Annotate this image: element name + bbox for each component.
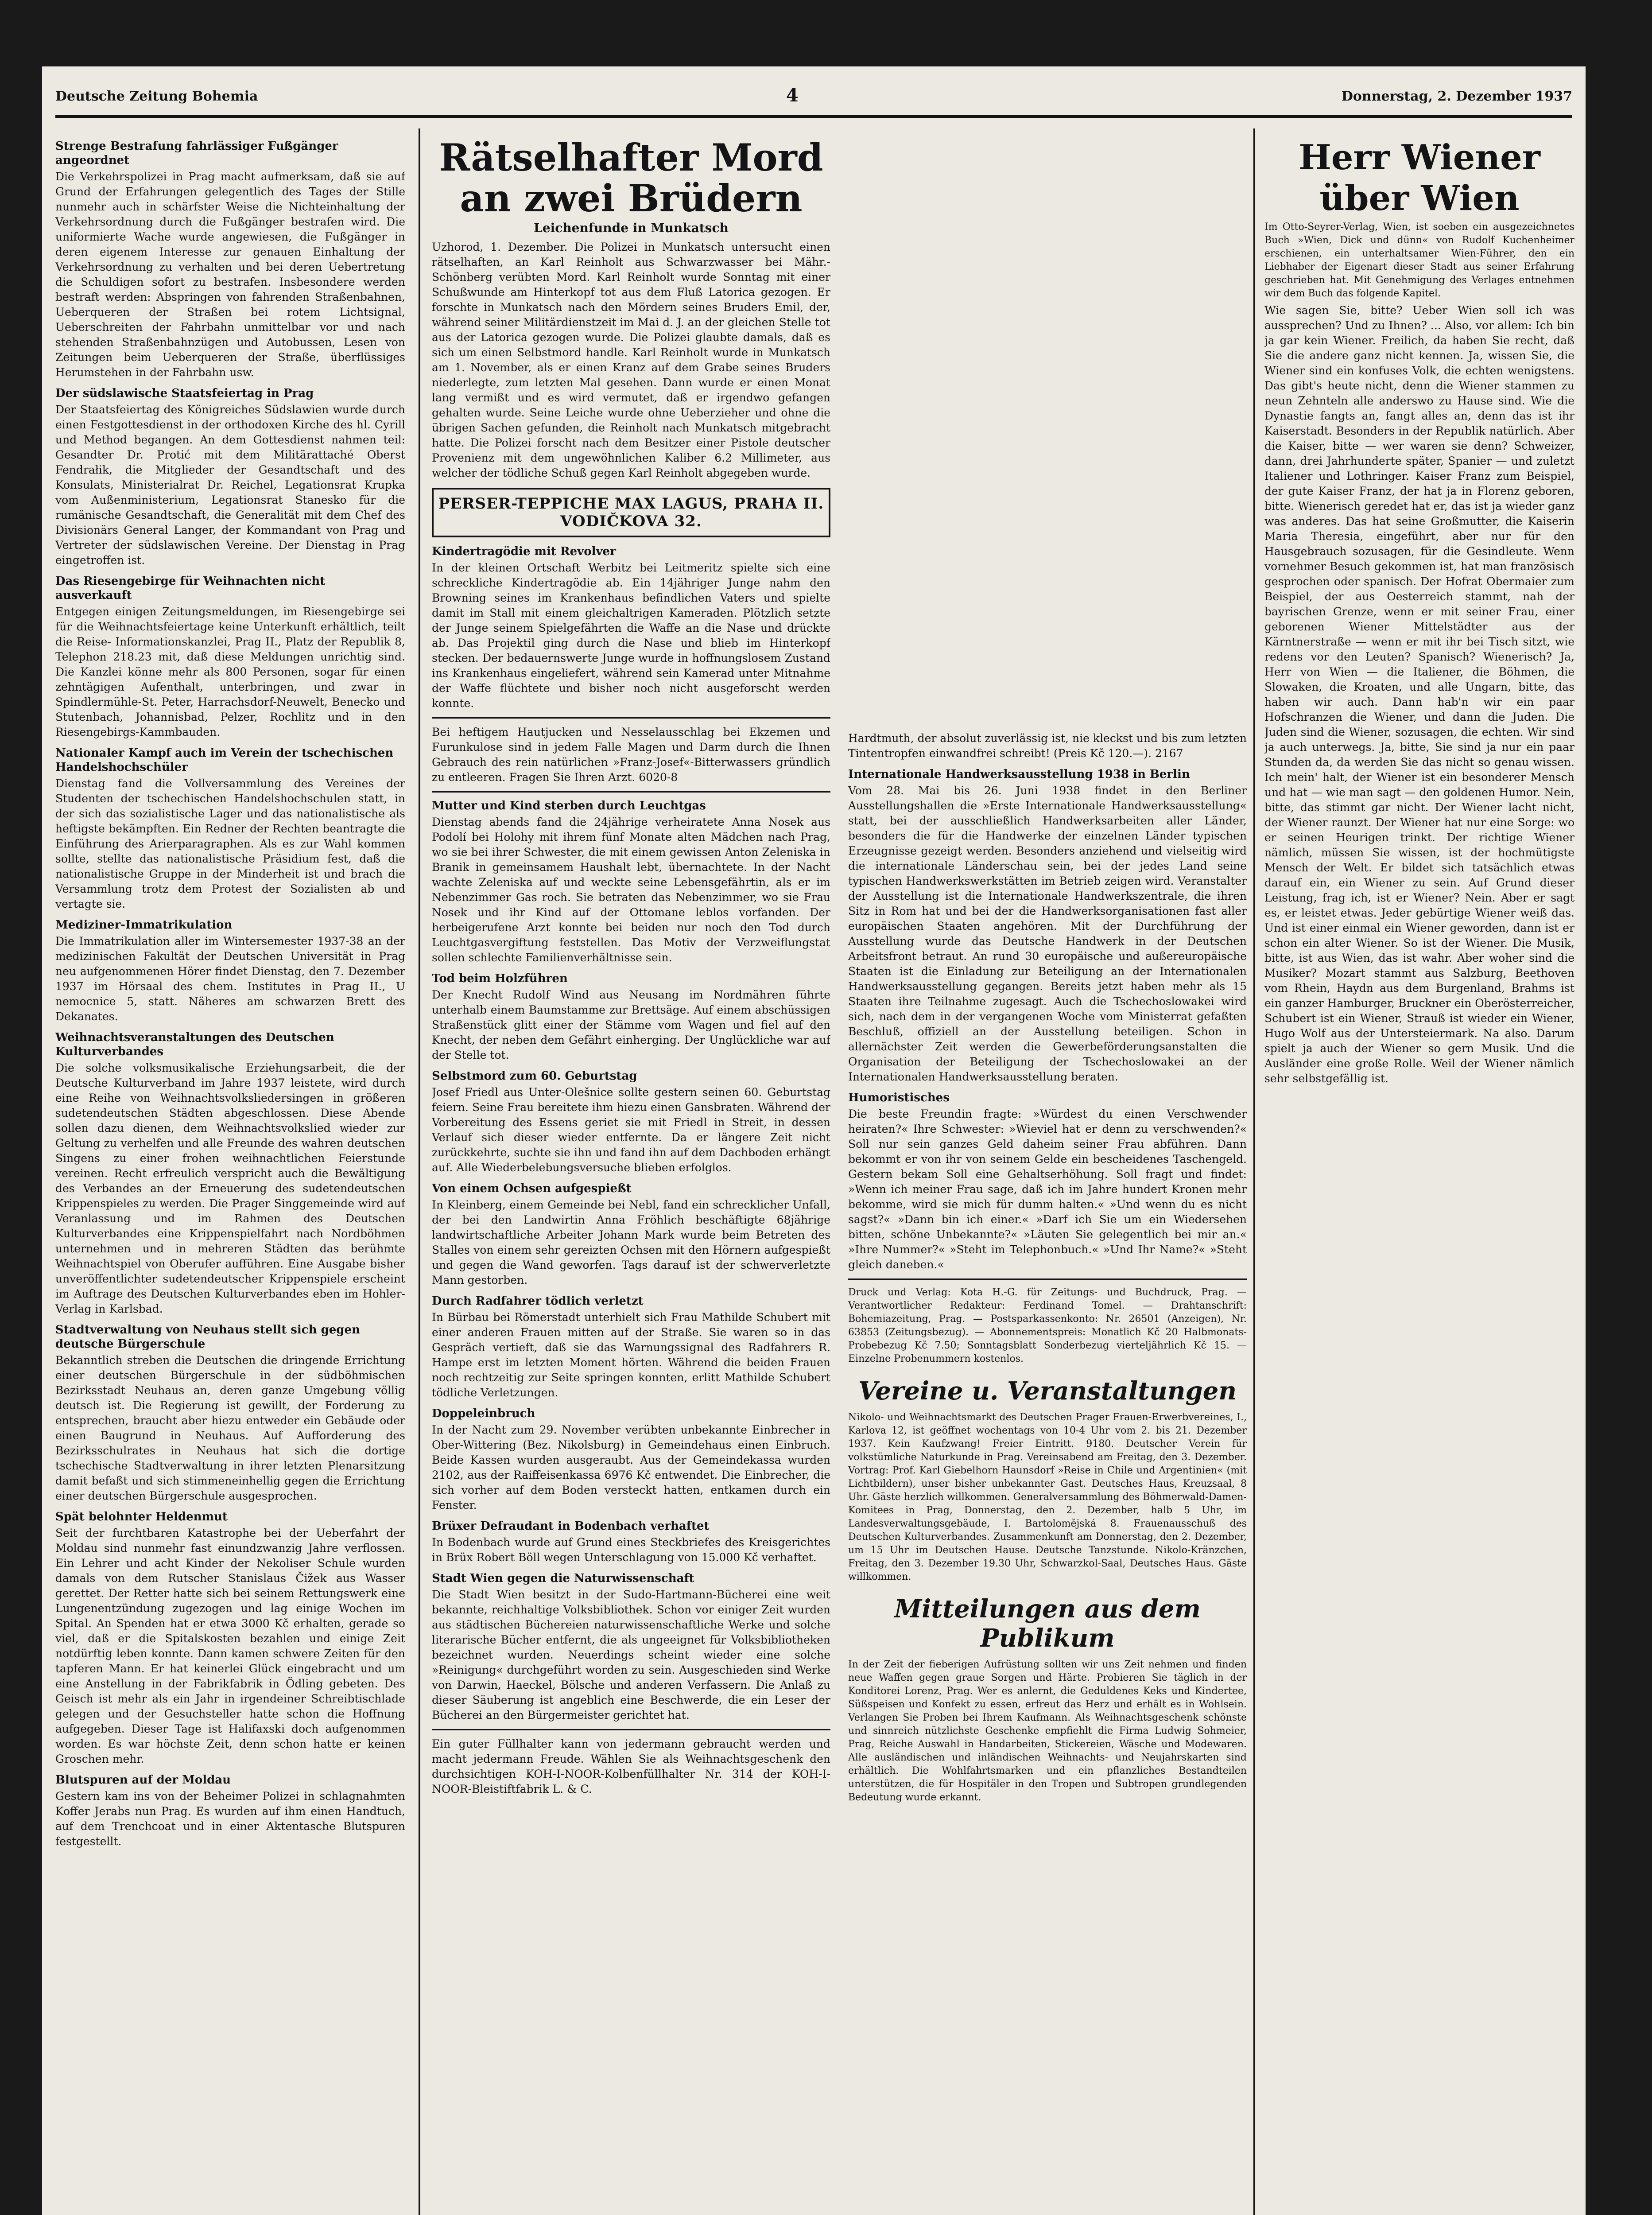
article-text: In Bodenbach wurde auf Grund eines Steckbriefes des Kreisgerichtes in Brüx Robert Böll wegen Unterschlagung von 15.000 Kč verhaftet.: [432, 1536, 830, 1564]
article-text: Die solche volksmusikalische Erziehungsarbeit, die der Deutsche Kulturverband im Jahre 1937 leistete, wird durch eine Reihe von Weihnachtsvolksliedersingen in größeren sudetendeutschen Städten abgeschlossen. Diese Abende sollen dazu dienen, dem Weihnachtsvolkslied wieder zur Geltung zu verhelfen und alle Freunde des wahren deutschen Singens zu einer frohen weihnachtlichen Feierstunde vereinen. Recht erfreulich verspricht auch die Bewältigung des Verbandes an der Erneuerung des sudetendeutschen Krippenspieles zu werden. Die Prager Singgemeinde wird auf Veranlassung und im Rahmen des Deutschen Kulturverbandes eine Krippenspielfahrt nach Nordböhmen unternehmen und in mehreren Städten das berühmte Weihnachtspiel von Oberufer aufführen. Eine Ausgabe bisher unveröffentlichter sudetendeutscher Krippenspiele erscheint im Auftrage des Deutschen Kulturverbandes eben im Hohler-Verlag in Karlsbad.: [55, 1061, 405, 1315]
article-title: Stadt Wien gegen die Naturwissenschaft: [432, 1572, 694, 1585]
column-2: [432, 133, 830, 2215]
article-title: Von einem Ochsen aufgespießt: [432, 1182, 632, 1195]
article-title: Selbstmord zum 60. Geburtstag: [432, 1069, 637, 1083]
advertisement-text: Ein guter Füllhalter kann von jedermann gebraucht werden und macht jedermann Freude. Wählen Sie als Weihnachtsgeschenk den durchsichtigen KOH-I-NOOR-Kolbenfüllhalter Nr. 314 der KOH-I-NOOR-Bleistiftfabrik L. & C.: [432, 1737, 830, 1795]
article-title: Brüxer Defraudant in Bodenbach verhaftet: [432, 1519, 710, 1533]
feature-text: Wie sagen Sie, bitte? Ueber Wien soll ich was aussprechen? Und zu Ihnen? ... Also, vor allem: Ich bin ja gar kein Wiener. Freilich, da haben Sie recht, daß Sie die andere ganz nicht kennen. Ja, wissen Sie, die Wiener sind ein konfuses Volk, die echten wenigstens. Das gibt's heute nicht, denn die Wiener stammen zu neun Zehnteln alle anderswo zu Hause sind. Wie die Dynastie fangts an, fangt alles an, denn das ist ihr Kaiserstadt. Besonders in der Republik natürlich. Aber die Kaiser, bitte — wer waren sie denn? Schweizer, dann, drei Jahrhunderte später, Spanier — und zuletzt Italiener und Lothringer. Kaiser Franz zum Beispiel, der gute Kaiser Franz, der hat ja in Florenz geboren, bitte. Wienerisch geredet hat er, das ist ja wieder ganz was anderes. Das hat seine Großmutter, die Kaiserin Maria Theresia, eingeführt, aber nur für den Hausgebrauch sozusagen, für die Gesindleute. Wenn vornehmer Besuch gekommen ist, hat man französisch gesprochen oder spanisch. Der Hofrat Obermaier zum Beispiel, der aus Oesterreich stammt, nah der bayrischen Grenze, wenn er mit seiner Frau, einer geborenen Wiener Mittelstädter aus der Kärntnerstraße — wenn er mit ihr bei Tisch sitzt, wie redens vor den Leuten? Spanisch? Wienerisch? Ja, Herr von Wien — die Italiener, die Böhmen, die Slowaken, die Kroaten, und alle Ungarn, bitte, das haben wir auch. Dann hab'n wir ein paar Hofschranzen die Wiener, und dann die Juden. Die Juden sind die Wiener, sozusagen, die echten. Wir sind ja auch unterwegs. Ja, bitte, Sie sind ja nur ein paar Stunden da, da werden Sie das nicht so genau wissen. Ich mein' halt, der Wiener ist ein besonderer Mensch und hat — wie man sagt — den goldenen Humor. Nein, bitte, das stimmt gar nicht. Der Wiener lacht nicht, der Wiener raunzt. Der Wiener hat nur eine Sorge: wo er seinen Heurigen trinkt. Der richtige Wiener nämlich, müssen Sie wissen, ist der hochmütigste Mensch der Welt. Er bildet sich tatsächlich etwas darauf ein, ein Wiener zu sein. Auf Grund dieser Leistung, frag ich, ist er Wiener? Nein. Aber er sagt es, er leistet etwas. Jeder gebürtige Wiener weiß das. Und ist einer einmal ein Wiener geworden, dann ist er schon ein alter Wiener. So ist der Wiener. Die Musik, bitte, ist aus Wien, das ist wahr. Aber woher sind die Musiker? Mozart stammt aus Salzburg, Beethoven vom Rhein, Haydn aus dem Burgenland, Brahms ist ein ganzer Hamburger, Bruckner ein Oberösterreicher, Schubert ist ein Wiener, Strauß ist wieder ein Wiener, Hugo Wolf aus der Untersteiermark. Na also. Darum spielt ja auch der Wiener so gern Musik. Und die Ausländer eine große Rolle. Weil der Wiener nämlich sehr selbstgefällig ist.: [1264, 304, 1574, 1085]
divider: [848, 1278, 1247, 1280]
article-text: Die Verkehrspolizei in Prag macht aufmerksam, daß sie auf Grund der Erfahrungen gelegentlich des Tages der Stille nunmehr auch in schärfster Weise die Nichteinhaltung der Verkehrsordnung durch die Fußgänger bestrafen wird. Die uniformierte Wache wurde angewiesen, die Fußgänger in deren eigenem Interesse zur genauen Einhaltung der Verkehrsordnung zu verhalten und bei deren Uebertretung die Schuldigen sofort zu bestrafen. Insbesondere werden bestraft werden: Abspringen von fahrenden Straßenbahnen, Ueberqueren der Straßen bei rotem Lichtsignal, Ueberschreiten der Fahrbahn unmittelbar vor und nach stehenden Straßenbahnzügen und Autobussen, Lesen von Zeitungen beim Ueberqueren der Straße, überflüssiges Herumstehen in der Fahrbahn usw.: [55, 170, 405, 379]
article-text: Dienstag fand die Vollversammlung des Vereines der Studenten der tschechischen Handelshochschulen statt, in der sich das sozialistische Lager und das nationalistische als heftigste bekämpften. Ein Redner der Rechten beantragte die Einführung des Arierparagraphen. Als es zur Wahl kommen sollte, stellte das nationalistische Präsidium fest, daß die nationalistische Gruppe in der Minderheit ist und brach die Versammlung trotz dem Protest der Sozialisten ab und vertagte sie.: [55, 777, 405, 910]
article-title: Strenge Bestrafung fahrlässiger Fußgänger angeordnet: [55, 140, 338, 167]
lead-headline: Rätselhafter Mord an zwei Brüdern: [439, 136, 823, 220]
column-rule: [419, 128, 420, 2215]
issue-date: Donnerstag, 2. Dezember 1937: [1341, 89, 1572, 104]
article-title: Durch Radfahrer tödlich verletzt: [432, 1294, 644, 1308]
article-title: Nationaler Kampf auch im Verein der tschechischen Handelshochschüler: [55, 746, 394, 774]
section-heading: Vereine u. Veranstaltungen: [858, 1376, 1237, 1406]
article-title: Humoristisches: [848, 1091, 950, 1104]
notices-text: In der Zeit der fieberigen Aufrüstung sollten wir uns Zeit nehmen und finden neue Waffen gegen graue Sorgen und Härte. Probieren Sie täglich in der Konditorei Lorenz, Prag. Wer es anlernt, die Geduldenes Keks und Kindertee, Süßspeisen und Konfekt zu essen, erfreut das Herz und erhält es in Wohlsein. Verlangen Sie Proben bei Ihrem Kaufmann. Als Weihnachtsgeschenk schönste und sinnreich nützlichste Geschenke empfiehlt die Firma Ludwig Sohmeier, Prag, Reiche Auswahl in Handarbeiten, Stickereien, Wäsche und Modewaren. Alle ausländischen und inländischen Weihnachts- und Neujahrskarten sind erhältlich. Die Wohlfahrtsmarken und ein pflanzliches Bestandteilen unterstützen, die für Hospitäler in den Tropen und Subtropen grundlegenden Bedeutung wurde erkannt.: [848, 1659, 1247, 1803]
article-text: In der kleinen Ortschaft Werbitz bei Leitmeritz spielte sich eine schreckliche Kindertragödie ab. Ein 14jähriger Junge nahm den Browning seines im Krankenhaus befindlichen Vaters und spielte damit im Stall mit einem gleichaltrigen Kameraden. Plötzlich setzte der Junge seinem Spielgefährten die Waffe an die Nase und drückte ab. Das Projektil ging durch die Nase und blieb im Hinterkopf stecken. Der bedauernswerte Junge wurde in hoffnungslosem Zustand ins Krankenhaus eingeliefert, während sein Kamerad unter Mitnahme der Waffe flüchtete und bisher noch nicht ausgeforscht werden konnte.: [432, 561, 830, 710]
article-title: Das Riesengebirge für Weihnachten nicht ausverkauft: [55, 575, 326, 602]
divider: [432, 717, 830, 719]
article-title: Weihnachtsveranstaltungen des Deutschen Kulturverbandes: [55, 1031, 334, 1058]
article-title: Stadtverwaltung von Neuhaus stellt sich gegen deutsche Bürgerschule: [55, 1323, 360, 1351]
article-text: Dienstag abends fand die 24jährige verheiratete Anna Nosek aus Podolí bei Holohy mit ihrem fünf Monate alten Mädchen nach Prag, wo sie bei ihrer Schwester, die mit einem gewissen Anton Zeleniska in Branik in gemeinsamem Haushalt lebt, übernachtete. In der Nacht wachte Zeleniska auf und weckte seine Lebensgefährtin, als er im Nebenzimmer Gas roch. Sie betraten das Nebenzimmer, wo sie Frau Nosek und ihr Kind auf der Ottomane leblos vorfanden. Der herbeigerufene Arzt konnte bei beiden nur noch den Tod durch Leuchtgasvergiftung feststellen. Das Motiv der Verzweiflungstat sollen schlechte Familienverhältnisse sein.: [432, 816, 830, 964]
column-4: [1264, 133, 1574, 2215]
article-text: Gestern kam ins von der Beheimer Polizei in schlagnahmten Koffer Jerabs nun Prag. Es wurden auf ihm einen Handtuch, auf dem Trenchcoat und in einer Aktentasche Blutspuren festgestellt.: [55, 1790, 405, 1848]
article-text: In Bürbau bei Römerstadt unterhielt sich Frau Mathilde Schubert mit einer anderen Frauen mitten auf der Straße. Sie waren so in das Gespräch vertieft, daß sie das Warnungssignal des Radfahrers R. Hampe erst im letzten Moment hörten. Während die beiden Frauen noch rechtzeitig zur Seite springen konnten, erlitt Mathilde Schubert tödliche Verletzungen.: [432, 1311, 830, 1399]
newspaper-page: [42, 66, 1586, 2215]
article-title: Internationale Handwerksausstellung 1938 in Berlin: [848, 768, 1190, 781]
article-text: Der Staatsfeiertag des Königreiches Südslawien wurde durch einen Festgottesdienst in der orthodoxen Kirche des hl. Cyrill und Method begangen. An dem Gottesdienst nahmen teil: Gesandter Dr. Protić mit dem Militärattaché Oberst Fendrałik, die Mitglieder der Gesandtschaft und des Konsulats, Ministerialrat Dr. Reichel, Legationsrat Krupka vom Außenministerium, Legationsrat Stanesko für die rumänische Gesandtschaft, die Generalität mit dem Chef des Divisionärs General Langer, der Kommandant von Prag und Vertreter der südslawischen Vereine. Der Dienstag in Prag eingetroffen ist.: [55, 403, 405, 567]
column-1: [55, 133, 405, 2215]
advertisement-text: Bei heftigem Hautjucken und Nesselausschlag bei Ekzemen und Furunkulose sind in jedem Falle Magen und Darm durch die Ihnen Gebrauch des rein natürlichen »Franz-Josef«-Bitterwassers gründlich zu entleeren. Fragen Sie Ihren Arzt. 6020-8: [432, 726, 830, 784]
article-text: In der Nacht zum 29. November verübten unbekannte Einbrecher in Ober-Wittering (Bez. Nikolsburg) in Gemeindehaus einen Einbruch. Beide Kassen wurden ausgeraubt. Aus der Gemeindekassa wurden 2102, aus der Raiffeisenkassa 6976 Kč entwendet. Die Einbrecher, die sich vorher auf dem Boden versteckt hatten, entkamen durch ein Fenster.: [432, 1423, 830, 1512]
article-text: Bekanntlich streben die Deutschen die dringende Errichtung einer deutschen Bürgerschule in der südböhmischen Bezirksstadt Neuhaus an, deren ganze Umgebung völlig deutsch ist. Die Regierung ist gewillt, der Forderung zu entsprechen, braucht aber hiezu entweder ein Gebäude oder einen Baugrund in Neuhaus. Auf Aufforderung des Bezirksschulrates in Neuhaus hat sich die dortige tschechische Stadtverwaltung in ihrer letzten Plenarsitzung damit befaßt und sich stimmeneinhellig gegen die Errichtung einer deutschen Bürgerschule ausgesprochen.: [55, 1354, 405, 1502]
article-text: Die Stadt Wien besitzt in der Sudo-Hartmann-Bücherei eine weit bekannte, reichhaltige Volksbibliothek. Schon vor einiger Zeit wurden aus städtischen Büchereien naturwissenschaftliche Werke und solche literarische Bücher entfernt, die als ungeeignet für Volksbibliotheken bezeichnet wurden. Neuerdings scheint wieder eine solche »Reinigung« durchgeführt worden zu sein. Ausgeschieden sind Werke von Darwin, Haeckel, Bölsche und anderen Verfassern. Die Anlaß zu dieser Säuberung ist angeblich eine Beschwerde, die ein Leser der Bücherei an den Bürgermeister gerichtet hat.: [432, 1588, 830, 1721]
column-rule: [1253, 128, 1255, 2215]
advertisement-text: Hardtmuth, der absolut zuverlässig ist, nie kleckst und bis zum letzten Tintentropfen einwandfrei schreibt! (Preis Kč 120.—). 2167: [848, 732, 1247, 760]
article-title: Tod beim Holzführen: [432, 972, 568, 985]
newspaper-name: Deutsche Zeitung Bohemia: [55, 89, 258, 104]
article-text: Der Knecht Rudolf Wind aus Neusang im Nordmähren führte unterhalb einem Baumstamme zur Brettsäge. Auf einem abschüssigen Straßenstück glitt einer der Stämme vom Wagen und fiel auf den Knecht, der neben dem Gefährt einherging. Der Unglückliche war auf der Stelle tot.: [432, 988, 830, 1061]
article-text: Josef Friedl aus Unter-Olešnice sollte gestern seinen 60. Geburtstag feiern. Seine Frau bereitete ihm hiezu einen Gansbraten. Während der Vorbereitung des Essens geriet sie mit Friedl in Streit, in dessen Verlauf sich dieser wieder entfernte. Da er längere Zeit nicht zurückkehrte, suchte sie ihn und fand ihn auf dem Dachboden erhängt auf. Alle Wiederbelebungsversuche blieben erfolglos.: [432, 1086, 830, 1174]
lead-continuation-space: [848, 133, 1247, 731]
divider: [432, 791, 830, 793]
article-text: Die Immatrikulation aller im Wintersemester 1937-38 an der medizinischen Fakultät der Deutschen Universität in Prag neu aufgenommenen Hörer findet Dienstag, den 7. Dezember 1937 im Hörsaal des chem. Institutes in Prag II., U nemocnice 5, statt. Näheres am schwarzen Brett des Dekanates.: [55, 935, 405, 1023]
page-number: 4: [786, 85, 799, 106]
article-text: Die beste Freundin fragte: »Würdest du einen Verschwender heiraten?« Ihre Schwester: »Wieviel hat er denn zu verschwenden?« Soll nur sein ganzes Geld daheim seiner Frau abführen. Dann bekommt er von ihr von seinem Gelde ein bescheidenes Taschengeld. Gestern bekam Soll eine Gehaltserhöhung. Soll fragt und findet: »Wenn ich meiner Frau sage, daß ich im Jahre hundert Kronen mehr bekomme, wird sie mich für dumm halten.« »Und wenn du es nicht sagst?« »Dann bin ich einer.« »Darf ich Sie um ein Wiedersehen bitten, schöne Unbekannte?« »Läuten Sie gelegentlich bei mir an.« »Ihre Nummer?« »Steht im Telephonbuch.« »Und Ihr Name?« »Steht gleich daneben.«: [848, 1108, 1247, 1271]
article-title: Spät belohnter Heldenmut: [55, 1510, 228, 1523]
imprint: Druck und Verlag: Kota H.-G. für Zeitungs- und Buchdruck, Prag. — Verantwortlicher Redakteur: Ferdinand Tomel. — Drahtanschrift: Bohemiazeitung, Prag. — Postsparkassenkonto: Nr. 26501 (Anzeigen), Nr. 63853 (Zeitungsbezug). — Abonnementspreis: Monatlich Kč 20 Halbmonats-Probebezug Kč 7.50; Sonntagsblatt Sonderbezug vierteljährlich Kč 15. — Einzelne Probenummern kostenlos.: [848, 1287, 1247, 1364]
article-text: Entgegen einigen Zeitungsmeldungen, im Riesengebirge sei für die Weihnachtsfeiertage keine Unterkunft erhältlich, teilt die Reise- Informationskanzlei, Prag II., Platz der Republik 8, Telephon 218.23 mit, daß diese Meldungen unrichtig sind. Die Kanzlei könne mehr als 800 Personen, sogar für einen zehntägigen Aufenthalt, unterbringen, und zwar in Spindlermühle-St. Peter, Harrachsdorf-Neuwelt, Benecko und Stutenbach, Johannisbad, Pelzer, Rochlitz und in den Riesengebirgs-Kammbauden.: [55, 605, 405, 738]
notices-text: Nikolo- und Weihnachtsmarkt des Deutschen Prager Frauen-Erwerbvereines, I., Karlova 12, ist geöffnet wochentags von 10-4 Uhr vom 2. bis 21. Dezember 1937. Kein Kaufzwang! Freier Eintritt. 9180. Deutscher Verein für volkstümliche Naturkunde in Prag. Vereinsabend am Freitag, den 3. Dezember. Vortrag: Prof. Karl Giebelhorn Haunsdorf »Reise in Chile und Argentinien« (mit Lichtbildern), unser bisher unbekannter Gast. Deutsches Haus, Kreuzsaal, 8 Uhr. Gäste herzlich willkommen. Generalversammlung des Böhmerwald-Damen-Komitees in Prag, Donnerstag, den 2. Dezember, halb 5 Uhr, im Landesverwaltungsgebäude, I. Bartolomějská 8. Frauenausschuß des Deutschen Kulturverbandes. Zusammenkunft am Donnerstag, den 2. Dezember, um 15 Uhr im Deutschen Hause. Deutsche Tanzstunde. Nikolo-Kränzchen, Freitag, den 3. Dezember 19.30 Uhr, Schwarzkol-Saal, Deutsches Haus. Gäste willkommen.: [848, 1412, 1247, 1582]
article-text: Vom 28. Mai bis 26. Juni 1938 findet in den Berliner Ausstellungshallen die »Erste Internationale Handwerksausstellung« statt, bei der ausschließlich Handwerksarbeiten aller Länder, besonders die für die Handwerke der einzelnen Länder typischen Erzeugnisse gezeigt werden. Besonders anziehend und vielseitig wird die internationale Länderschau sein, bei der jedes Land seine typischen Handwerkswerkstätten im Betrieb zeigen wird. Veranstalter der Ausstellung ist die Internationale Handwerkszentrale, die ihren Sitz in Rom hat und bei der die Handwerksorganisationen fast aller europäischen Staaten angehören. Mit der Durchführung der Ausstellung wurde das Deutsche Handwerk in der Deutschen Arbeitsfront betraut. An rund 30 europäische und außereuropäische Staaten ist die Einladung zur Beteiligung an der Internationalen Handwerksausstellung gegangen. Bereits jetzt haben mehr als 15 Staaten ihre Teilnahme zugesagt. Auch die Tschechoslowakei wird sich, nach dem in der vergangenen Woche vom Ministerrat gefaßten Beschluß, offiziell an der Ausstellung beteiligen. Schon in allernächster Zeit werden die Gewerbeförderungsanstalten die Organisation der Beteiligung der Tschechoslowakei an der Internationalen Handwerksausstellung beraten.: [848, 784, 1247, 1083]
article-title: Blutspuren auf der Moldau: [55, 1773, 231, 1787]
column-3: [848, 133, 1247, 2215]
section-heading: Mitteilungen aus dem Publikum: [894, 1594, 1201, 1653]
article-text: Seit der furchtbaren Katastrophe bei der Ueberfahrt der Moldau sind nunmehr fast einundzwanzig Jahre verflossen. Ein Lehrer und acht Kinder der Nekoliser Schule wurden damals von dem Rutscher Stanislaus Čižek aus Wasser gerettet. Der Retter hatte sich bei seinem Rettungswerk eine Lungenentzündung zugezogen und lag einige Wochen im Spital. An Spenden hat er etwa 3000 Kč erhalten, gerade so viel, daß er die Spitalskosten bezahlen und einige Zeit notdürftig leben konnte. Dann kamen schwere Zeiten für den tapferen Mann. Er hat keinerlei Glück eingebracht und um eine Anstellung in der Fabrikfabrik in Ödling gebeten. Des Geisch ist mehr als ein Jahr in irgendeiner Schreibtischlade gelegen und der Gesuchsteller hatte schon die Hoffnung aufgegeben. Dieser Tage ist Halifaxski doch aufgenommen worden. Es war höchste Zeit, denn schon hatte er keinen Groschen mehr.: [55, 1527, 405, 1765]
feature-intro: Im Otto-Seyrer-Verlag, Wien, ist soeben ein ausgezeichnetes Buch »Wien, Dick und dünn« von Rudolf Kuchenheimer erschienen, ein unterhaltsamer Wien-Führer, den ein Liebhaber der Eigenart dieser Stadt aus seiner Erfahrung geschrieben hat. Mit Genehmigung des Verlages entnehmen wir dem Buch das folgende Kapitel.: [1264, 222, 1574, 299]
article-title: Der südslawische Staatsfeiertag in Prag: [55, 387, 314, 400]
advertisement-banner: PERSER-TEPPICHE MAX LAGUS, PRAHA II. VODIČKOVA 32.: [432, 488, 830, 537]
page-header: [55, 84, 1572, 118]
article-title: Mediziner-Immatrikulation: [55, 918, 233, 932]
divider: [432, 1729, 830, 1730]
article-title: Doppeleinbruch: [432, 1407, 535, 1420]
lead-text: Uzhorod, 1. Dezember. Die Polizei in Munkatsch untersucht einen rätselhaften, an Karl Reinholt aus Schwarzwasser bei Mähr.-Schönberg verübten Mord. Karl Reinholt wurde Sonntag mit einer Schußwunde am Hinterkopf tot aus dem Fluß Latorica gezogen. Er forschte in Munkatsch nach den Mördern seines Bruders Emil, der, während seiner Militärdienstzeit im Mai d. J. an der gleichen Stelle tot aus der Latorica gezogen wurde. Die Polizei glaubte damals, daß es sich um einen Selbstmord handle. Karl Reinholt wurde in Munkatsch am 1. November, als er einen Kranz auf dem Grabe seines Bruders niederlegte, zum letzten Mal gesehen. Dann wurde er einen Monat lang vermißt und es wird vermutet, daß er irgendwo gefangen gehalten wurde. Seine Leiche wurde ohne Ueberzieher und ohne die übrigen Sachen gefunden, die Reinholt nach Munkatsch mitgebracht hatte. Die Polizei forscht nach dem Besitzer einer Pistole deutscher Provenienz mit dem ungewöhnlichen Kaliber 6.2 Millimeter, aus welcher der tödliche Schuß gegen Karl Reinholt abgegeben wurde.: [432, 241, 830, 479]
feature-headline: Herr Wiener über Wien: [1299, 137, 1540, 218]
article-title: Kindertragödie mit Revolver: [432, 545, 616, 558]
lead-subheadline: Leichenfunde in Munkatsch: [534, 221, 729, 235]
article-text: In Kleinberg, einem Gemeinde bei Nebl, fand ein schrecklicher Unfall, der bei den Landwirtin Anna Fröhlich beschäftigte 68jährige landwirtschaftliche Arbeiter Johann Mark wurde beim Betreten des Stalles von einem sehr gereizten Ochsen mit den Hörnern aufgespießt und gegen die Wand geworfen. Tags darauf ist der schwerverletzte Mann gestorben.: [432, 1198, 830, 1286]
article-title: Mutter und Kind sterben durch Leuchtgas: [432, 799, 706, 812]
